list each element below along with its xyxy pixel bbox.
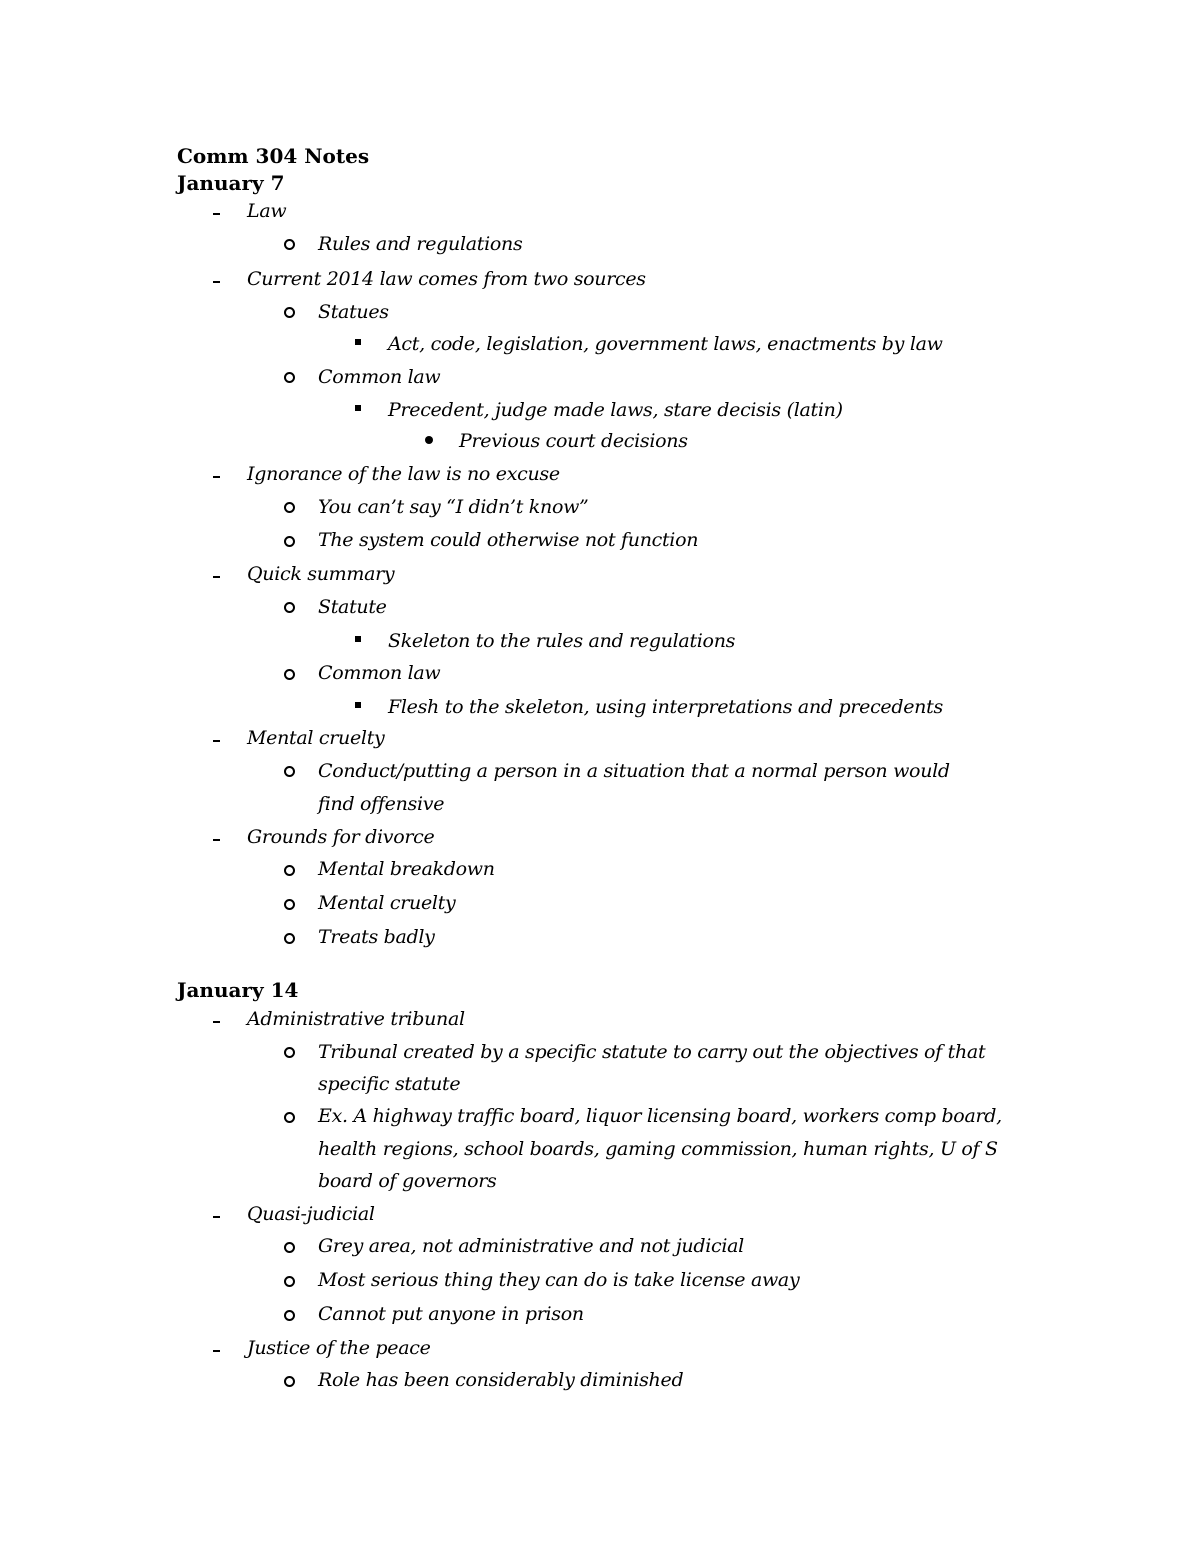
- list-item-level-1: Current 2014 law comes from two sources: [247, 268, 646, 290]
- bullet-dash-icon: [213, 576, 220, 578]
- list-item-level-1: Mental cruelty: [247, 727, 385, 749]
- list-item-level-2: Most serious thing they can do is take license away: [318, 1269, 800, 1291]
- bullet-dash-icon: [213, 1021, 220, 1023]
- list-item-level-3: Flesh to the skeleton, using interpretations and precedents: [388, 696, 943, 718]
- bullet-ring-icon: [284, 1376, 295, 1387]
- bullet-dash-icon: [213, 740, 220, 742]
- bullet-ring-icon: [284, 502, 295, 513]
- list-item-level-3: Skeleton to the rules and regulations: [388, 630, 736, 652]
- list-item-level-2: Statute: [318, 596, 387, 618]
- bullet-ring-icon: [284, 372, 295, 383]
- bullet-square-icon: [355, 405, 361, 411]
- list-item-level-2: Rules and regulations: [318, 233, 523, 255]
- list-item-continuation: board of governors: [318, 1170, 497, 1192]
- section-date: January 14: [177, 978, 299, 1002]
- bullet-ring-icon: [284, 1047, 295, 1058]
- list-item-level-2: Common law: [318, 366, 441, 388]
- document-title: Comm 304 Notes: [177, 144, 370, 168]
- bullet-ring-icon: [284, 1112, 295, 1123]
- list-item-level-2: Role has been considerably diminished: [318, 1369, 684, 1391]
- list-item-level-2: Mental breakdown: [318, 858, 495, 880]
- list-item-level-1: Grounds for divorce: [247, 826, 435, 848]
- bullet-dash-icon: [213, 839, 220, 841]
- bullet-ring-icon: [284, 1310, 295, 1321]
- list-item-level-2: Grey area, not administrative and not judicial: [318, 1235, 744, 1257]
- bullet-ring-icon: [284, 669, 295, 680]
- bullet-ring-icon: [284, 602, 295, 613]
- list-item-level-2: Mental cruelty: [318, 892, 456, 914]
- list-item-continuation: health regions, school boards, gaming commission, human rights, U of S: [318, 1138, 998, 1160]
- list-item-continuation: specific statute: [318, 1073, 461, 1095]
- bullet-dash-icon: [213, 281, 220, 283]
- bullet-ring-icon: [284, 865, 295, 876]
- bullet-dash-icon: [213, 1350, 220, 1352]
- list-item-level-2: Statues: [318, 301, 389, 323]
- bullet-ring-icon: [284, 933, 295, 944]
- list-item-level-2: Ex. A highway traffic board, liquor licensing board, workers comp board,: [318, 1105, 1002, 1127]
- list-item-level-2: Common law: [318, 662, 441, 684]
- bullet-dash-icon: [213, 1216, 220, 1218]
- bullet-ring-icon: [284, 307, 295, 318]
- section-date: January 7: [177, 171, 285, 195]
- bullet-square-icon: [355, 636, 361, 642]
- list-item-level-1: Quick summary: [247, 563, 395, 585]
- list-item-level-1: Quasi-judicial: [247, 1203, 375, 1225]
- list-item-level-2: Cannot put anyone in prison: [318, 1303, 584, 1325]
- list-item-level-2: The system could otherwise not function: [318, 529, 699, 551]
- bullet-ring-icon: [284, 239, 295, 250]
- bullet-dash-icon: [213, 476, 220, 478]
- bullet-dot-icon: [425, 436, 433, 444]
- bullet-dash-icon: [213, 213, 220, 215]
- bullet-ring-icon: [284, 766, 295, 777]
- list-item-level-3: Act, code, legislation, government laws, enactments by law: [388, 333, 943, 355]
- list-item-level-2: You can’t say “I didn’t know”: [318, 496, 589, 518]
- list-item-level-2: Treats badly: [318, 926, 435, 948]
- list-item-level-2: Tribunal created by a specific statute to carry out the objectives of that: [318, 1041, 986, 1063]
- list-item-level-1: Law: [247, 200, 287, 222]
- bullet-square-icon: [355, 339, 361, 345]
- list-item-level-3: Precedent, judge made laws, stare decisis (latin): [388, 399, 843, 421]
- list-item-level-1: Ignorance of the law is no excuse: [247, 463, 560, 485]
- list-item-level-1: Justice of the peace: [247, 1337, 431, 1359]
- bullet-ring-icon: [284, 536, 295, 547]
- list-item-continuation: find offensive: [318, 793, 445, 815]
- bullet-square-icon: [355, 702, 361, 708]
- list-item-level-2: Conduct/putting a person in a situation that a normal person would: [318, 760, 950, 782]
- bullet-ring-icon: [284, 1242, 295, 1253]
- list-item-level-1: Administrative tribunal: [247, 1008, 465, 1030]
- bullet-ring-icon: [284, 899, 295, 910]
- bullet-ring-icon: [284, 1276, 295, 1287]
- list-item-level-4: Previous court decisions: [459, 430, 688, 452]
